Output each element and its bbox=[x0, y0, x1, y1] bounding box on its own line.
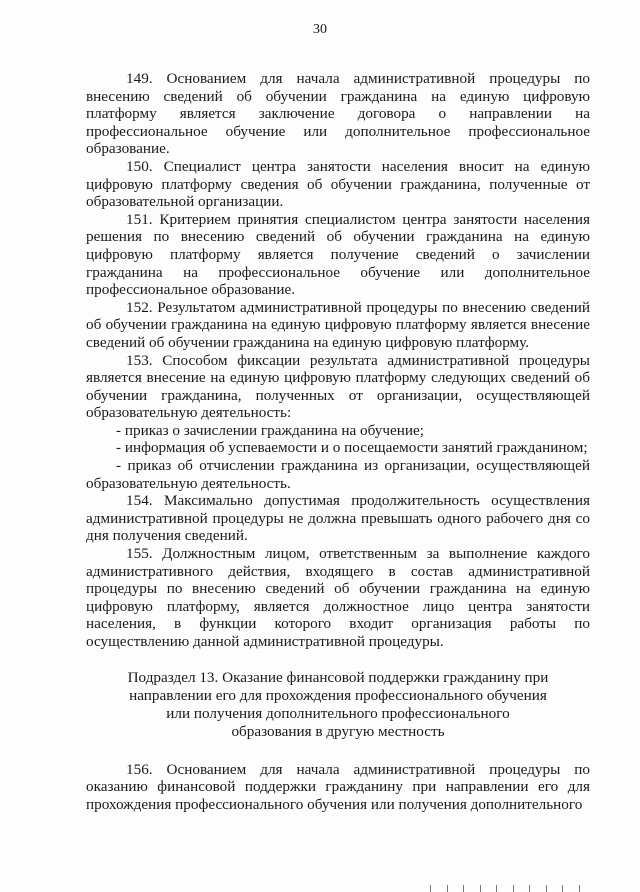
section-heading-line: направлении его для прохождения профессионального обучения bbox=[129, 686, 547, 704]
paragraph-155: 155. Должностным лицом, ответственным за выполнение каждого административного действия, входящего в состав административной процедуры по внесению сведений об обучении гражданина на единую цифровую платформу, является должностное лицо центра занятости населения, в функции которого входит организация работы по осуществлению данной административной процедуры. bbox=[86, 545, 590, 650]
paragraph-156: 156. Основанием для начала административной процедуры по оказанию финансовой поддержки гражданину при направлении его для прохождения профессионального обучения или получения дополнительного bbox=[86, 760, 590, 813]
paragraph-149: 149. Основанием для начала административной процедуры по внесению сведений об обучении гражданина на единую цифровую платформу является заключение договора о направлении на профессиональное обучение или дополнительное профессиональное образование. bbox=[86, 70, 590, 158]
paragraph-154: 154. Максимально допустимая продолжительность осуществления административной процедуры не должна превышать одного рабочего дня со дня получения сведений. bbox=[86, 492, 590, 545]
section-heading bbox=[86, 669, 590, 741]
section-heading-line: образования в другую местность bbox=[231, 722, 445, 740]
section-heading-line: Подраздел 13. Оказание финансовой поддержки гражданину при bbox=[127, 668, 549, 686]
list-item-expulsion-order: - приказ об отчислении гражданина из организации, осуществляющей образовательную деятельность. bbox=[86, 457, 590, 492]
paragraph-150: 150. Специалист центра занятости населения вносит на единую цифровую платформу сведения об обучении гражданина, полученные от образовательной организации. bbox=[86, 157, 590, 211]
list-item-attendance-info: - информация об успеваемости и о посещаемости занятий гражданином; bbox=[116, 439, 588, 457]
scan-edge-marks bbox=[430, 884, 580, 892]
page-number: 30 bbox=[313, 22, 327, 37]
paragraph-153: 153. Способом фиксации результата административной процедуры является внесение на единую цифровую платформу следующих сведений об обучении гражданина, полученных от организации, осуществляющей образовательную деятельность: bbox=[86, 351, 590, 422]
list-item-enrollment-order: - приказ о зачислении гражданина на обучение; bbox=[116, 421, 424, 439]
paragraph-151: 151. Критерием принятия специалистом центра занятости населения решения по внесению сведений об обучении гражданина на единую цифровую платформу является получение сведений о зачислении гражданина на профессиональное обучение или дополнительное профессиональное образование. bbox=[86, 210, 590, 299]
document-body bbox=[86, 70, 590, 813]
section-heading-line: или получения дополнительного профессионального bbox=[166, 704, 510, 722]
paragraph-152: 152. Результатом административной процедуры по внесению сведений об обучении гражданина на единую цифровую платформу является внесение сведений об обучении гражданина на единую цифровую платформу. bbox=[86, 298, 590, 351]
